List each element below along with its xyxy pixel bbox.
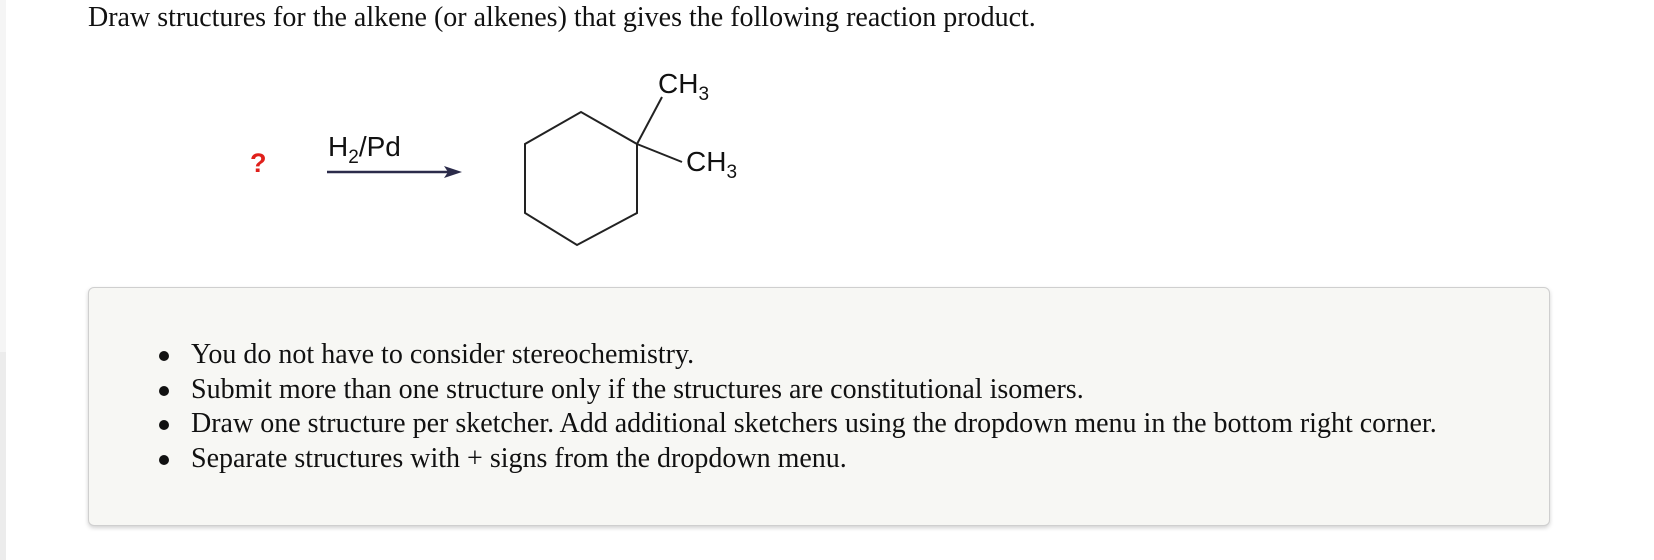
hint-item: Draw one structure per sketcher. Add additional sketchers using the dropdown menu in the bottom right corner. [159,407,1437,442]
methyl-right-subscript: 3 [726,162,738,183]
unknown-reactant: ? [250,148,267,178]
hint-item: Submit more than one structure only if the structures are constitutional isomers. [159,373,1437,408]
reagent-subscript: 2 [348,147,359,168]
reagent-pd: /Pd [358,131,401,162]
methyl-right-label [686,146,737,183]
page-left-edge-shade [0,352,6,560]
hint-item: Separate structures with + signs from the dropdown menu. [159,442,1437,477]
hints-panel [88,287,1550,526]
hints-list [159,338,1437,476]
bond-top-methyl [637,97,662,144]
reaction-diagram [250,55,810,255]
methyl-top-base: CH [658,68,699,99]
methyl-top-label [658,68,709,105]
hint-item: You do not have to consider stereochemistry. [159,338,1437,373]
reagent-label [328,131,401,168]
cyclohexane-ring [525,112,637,245]
bond-right-methyl [637,144,682,162]
methyl-right-base: CH [686,146,727,177]
reaction-scheme [250,55,810,255]
question-text: Draw structures for the alkene (or alkenes) that gives the following reaction product. [88,2,1036,33]
methyl-top-subscript: 3 [698,84,710,105]
reagent-h: H [328,131,349,162]
